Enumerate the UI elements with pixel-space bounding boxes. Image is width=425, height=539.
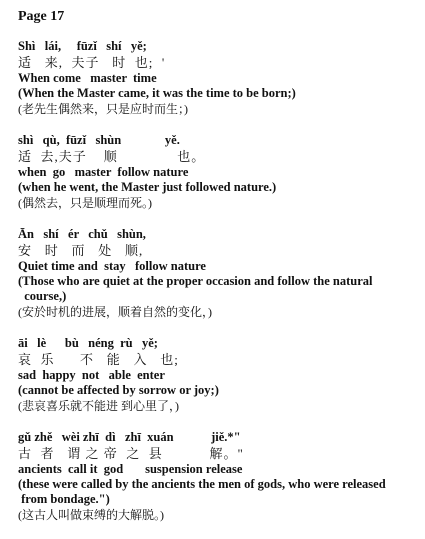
- verse-block-2: [18, 133, 418, 211]
- hanzi-line: 安 时 而 处 顺,: [18, 243, 144, 258]
- chinese-translation-line: (老先生偶然来，只是应时而生；): [18, 102, 188, 116]
- pinyin-line: āi lè bù néng rù yě;: [18, 336, 158, 350]
- translation-line-continued: course,): [18, 289, 67, 303]
- pinyin-line: gǔ zhě wèi zhī dì zhī xuán jiě.*": [18, 430, 241, 444]
- hanzi-line: 哀 乐 不 能 入 也;: [18, 352, 179, 367]
- translation-line: (Those who are quiet at the proper occasion and follow the natural: [18, 274, 373, 288]
- chinese-translation-line: (悲哀喜乐就不能进 到心里了，): [18, 399, 179, 413]
- translation-line: (these were called by the ancients the men of gods, who were released: [18, 477, 386, 491]
- translation-line: (When the Master came, it was the time to be born;): [18, 86, 296, 100]
- hanzi-line: 适 去,夫子 顺 也。: [18, 149, 206, 164]
- pinyin-line: Shì lái, fūzǐ shí yě;: [18, 39, 147, 53]
- translation-line: (when he went, the Master just followed nature.): [18, 180, 277, 194]
- hanzi-line: 适 来, 夫子 时 也; ': [18, 55, 166, 70]
- chinese-translation-line: (偶然去，只是顺理而死。): [18, 196, 152, 210]
- gloss-line: ancients call it god suspension release: [18, 462, 243, 476]
- verse-block-1: [18, 39, 418, 117]
- translation-line-continued: from bondage."): [18, 492, 110, 506]
- gloss-line: when go master follow nature: [18, 165, 189, 179]
- hanzi-line: 古 者 谓 之 帝 之 县 解。": [18, 446, 244, 461]
- translation-line: (cannot be affected by sorrow or joy;): [18, 383, 219, 397]
- pinyin-line: Ān shí ér chǔ shùn,: [18, 227, 146, 241]
- verse-block-5: [18, 430, 418, 523]
- chinese-translation-line: (安於时机的进展，顺着自然的变化，): [18, 305, 212, 319]
- verse-block-4: [18, 336, 418, 414]
- gloss-line: Quiet time and stay follow nature: [18, 259, 206, 273]
- pinyin-line: shì qù, fūzǐ shùn yě.: [18, 133, 180, 147]
- gloss-line: sad happy not able enter: [18, 368, 165, 382]
- chinese-translation-line: (这古人叫做束缚的大解脱。): [18, 508, 164, 522]
- document-page: [18, 8, 418, 539]
- verse-block-3: [18, 227, 418, 320]
- gloss-line: When come master time: [18, 71, 157, 85]
- page-number: Page 17: [18, 9, 65, 24]
